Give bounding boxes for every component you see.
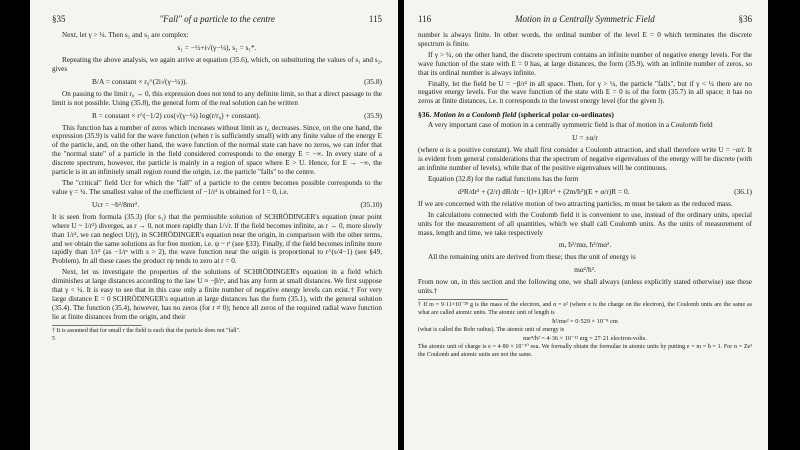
right-footnote-equation-1: ħ²/me² = 0·529 × 10⁻⁸ cm [552, 317, 618, 325]
right-paragraph-4: A very important case of motion in a centrally symmetric field is that of motion in a Coulomb field [428, 121, 713, 130]
section-heading-subtitle: (spherical polar co-ordinates) [518, 110, 614, 120]
left-footnote: † It is assumed that for small r the field is such that the particle does not "fall". [52, 327, 241, 334]
left-equation-4-text: Ucr = −ħ²/8mr². [92, 199, 140, 209]
left-paragraph-7: Next, let us investigate the properties of the solutions of SCHRÖDINGER's equation in a field which diminishes at large distances according to the law U ≈ −β/rˢ, and has any form at small distances. We first suppose that γ < ¼. It is easy to see that in this case only a finite number of negative energy levels can exist.† For very large distance E = 0 SCHRÖDINGER's equation at large distances has the form (35.1), with the general solution (35.4). The function (35.4), however, has no zeros (for r ≠ 0); hence all zeros of the required radial wave function lie at finite distances from the origin, and their [52, 268, 382, 321]
right-footnote-1: † If m = 9·11×10⁻²⁸ g is the mass of the electron, and α = e² (where e is the charge on the electron), the Coulomb units are the same as what are called atomic units. The atomic unit of length is [418, 302, 752, 316]
left-page [30, 0, 398, 450]
right-footnote-2: (what is called the Bohr radius). The atomic unit of energy is [418, 326, 565, 333]
left-running-title: "Fall" of a particle to the centre [159, 14, 276, 24]
left-signature-mark: 5 [52, 336, 55, 343]
left-footnote-rule [52, 325, 142, 326]
right-equation-3 [418, 240, 752, 249]
right-paragraph-8: In calculations connected with the Coulomb field it is convenient to use, instead of the ordinary units, special units for the measurement of all quantities, which we shall call Coulomb units. As the units of measurement of mass, length and time, we take respectively [418, 210, 752, 237]
left-paragraph-2: Repeating the above analysis, we again arrive at equation (35.6), which, on substituting the values of s₁ and s₂, gives [52, 55, 382, 73]
left-equation-3 [52, 111, 382, 120]
right-equation-3-text: m, ħ²/mα, ħ³/mα². [558, 240, 612, 250]
right-page-number: 116 [418, 14, 432, 24]
right-paragraph-1: number is always finite. In other words, the ordinal number of the level E = 0 which terminates the discrete spectrum is finite. [418, 31, 752, 48]
left-paragraph-6: It is seen from formula (35.3) (for s₁) that the permissible solution of SCHRÖDINGER's equation (near point where U ~ 1/r²) diverges, as r → 0, not more rapidly than 1/√r. If the field becomes infinite, as r → 0, more slowly than 1/r², we can neglect U(r), in SCHRÖDINGER's equation near the origin, in comparison with the other terms, and we obtain the same solutions as for free motion, i.e. ψ ~ rˡ (see §33). Finally, if the field becomes infinite more rapidly than 1/r² (as −1/rˢ with s > 2), the wave function near the origin is proportional to r^(s/4−1) (see §49, Problem). In all these cases the product rψ tends to zero at r = 0. [52, 212, 382, 266]
right-paragraph-6: Equation (32.8) for the radial functions has the form [428, 174, 579, 183]
section-heading-title: Motion in a Coulomb field [433, 110, 517, 120]
right-equation-1 [418, 133, 752, 142]
left-equation-3-text: R = constant × r^(−1/2) cos(√(γ−¼) log(r/r₀) + constant). [92, 110, 261, 120]
section-heading [418, 110, 752, 119]
left-equation-2-text: B/A = constant × r₀^(2i√(γ−¼)). [92, 76, 188, 86]
right-section-number: §36 [738, 14, 752, 24]
right-equation-4 [418, 265, 752, 274]
right-page-header [418, 14, 752, 24]
right-paragraph-9: All the remaining units are derived from these; thus the unit of energy is [428, 253, 636, 262]
left-equation-2 [52, 77, 382, 86]
right-paragraph-3: Finally, let the field be U = −β/r² in all space. Then, for γ > ¼, the particle "falls", but if γ < ¼ there are no negative energy levels. For the wave function of the state with E = 0 is of the form (35.7) in all space; it has no zeros at finite distances, i.e. it corresponds to the lowest energy level (for the given l). [418, 79, 752, 106]
right-footnote-equation-2: me⁴/ħ² = 4·36 × 10⁻¹¹ erg = 27·21 electron-volts. [523, 335, 647, 343]
left-section-number: §35 [52, 14, 66, 24]
left-paragraph-4: This function has a number of zeros which increases without limit as r₀ decreases. Since, on the one hand, the expression (35.9) is valid for the wave function (when r is sufficiently small) with any finite value of the energy E of the particle, and, on the other hand, the wave function of the normal state can have no zeros, we can infer that the "normal state" of a particle in the field considered corresponds to the energy E = −∞. In every state of a discrete spectrum, however, the particle is mainly in a region of space where E > U. Hence, for E → −∞, the particle is in an infinitely small region round the origin, i.e. the particle "falls" to the centre. [52, 123, 382, 177]
right-footnote-3: The atomic unit of charge is e = 4·80 × 10⁻¹⁰ esu. We formally obtain the formulae in atomic units by putting e = m = ħ = 1. For α = Ze² the Coulomb and atomic units are not the same. [418, 344, 752, 358]
right-footnote-rule [418, 299, 508, 300]
left-page-header [52, 14, 382, 24]
right-page [404, 0, 768, 450]
right-equation-2-text: d²R/dr² + (2/r) dR/dr − l(l+1)R/r² + (2m/ħ²)(E + α/r)R = 0. [458, 186, 630, 196]
left-equation-4-number: (35.10) [360, 199, 382, 209]
left-equation-2-number: (35.8) [364, 76, 382, 86]
right-paragraph-5: (where α is a positive constant). We shall first consider a Coulomb attraction, and shall therefore write U = −α/r. It is evident from general considerations that the spectrum of negative eigenvalues of the energy will be discrete (with an infinite number of levels), while that of the positive eigenvalues will be continuous. [418, 146, 752, 172]
left-equation-3-number: (35.9) [364, 110, 382, 120]
left-equation-1-text: s₁ = −½+i√(γ−¼), s₂ = s₁*. [177, 42, 257, 52]
section-heading-number: §36. [418, 110, 432, 120]
left-equation-1 [52, 43, 382, 52]
left-equation-4 [52, 200, 382, 209]
right-equation-2 [418, 187, 752, 196]
right-equation-4-text: mα²/ħ². [574, 265, 596, 275]
right-paragraph-10: From now on, in this section and the following one, we shall always (unless explicitly stated otherwise) use these units.† [418, 278, 752, 296]
right-running-title: Motion in a Centrally Symmetric Field [514, 14, 655, 24]
right-paragraph-7: If we are concerned with the relative motion of two attracting particles, m must be taken as the reduced mass. [418, 199, 733, 208]
right-paragraph-2: If γ > ¼, on the other hand, the discrete spectrum contains an infinite number of negative energy levels. For the wave function of the state with E = 0 has, at large distances, the form (35.9), with an infinite number of zeros, so that its ordinal number is always infinite. [418, 50, 752, 77]
left-paragraph-5: The "critical" field Ucr for which the "fall" of a particle to the centre becomes possible corresponds to the value γ = ¼. The smallest value of the coefficient of −1/r² is obtained for l = 0, i.e. [52, 178, 382, 196]
right-equation-2-number: (36.1) [734, 186, 752, 196]
left-paragraph-3: On passing to the limit r₀ → 0, this expression does not tend to any definite limit, so that a direct passage to the limit is not possible. Using (35.8), the general form of the real solution can be written [52, 89, 382, 107]
right-equation-1-text: U = ±α/r [572, 133, 598, 143]
left-paragraph-1: Next, let γ > ¼. Then s₁ and s₂ are complex: [62, 31, 189, 39]
left-page-number: 115 [368, 14, 382, 24]
